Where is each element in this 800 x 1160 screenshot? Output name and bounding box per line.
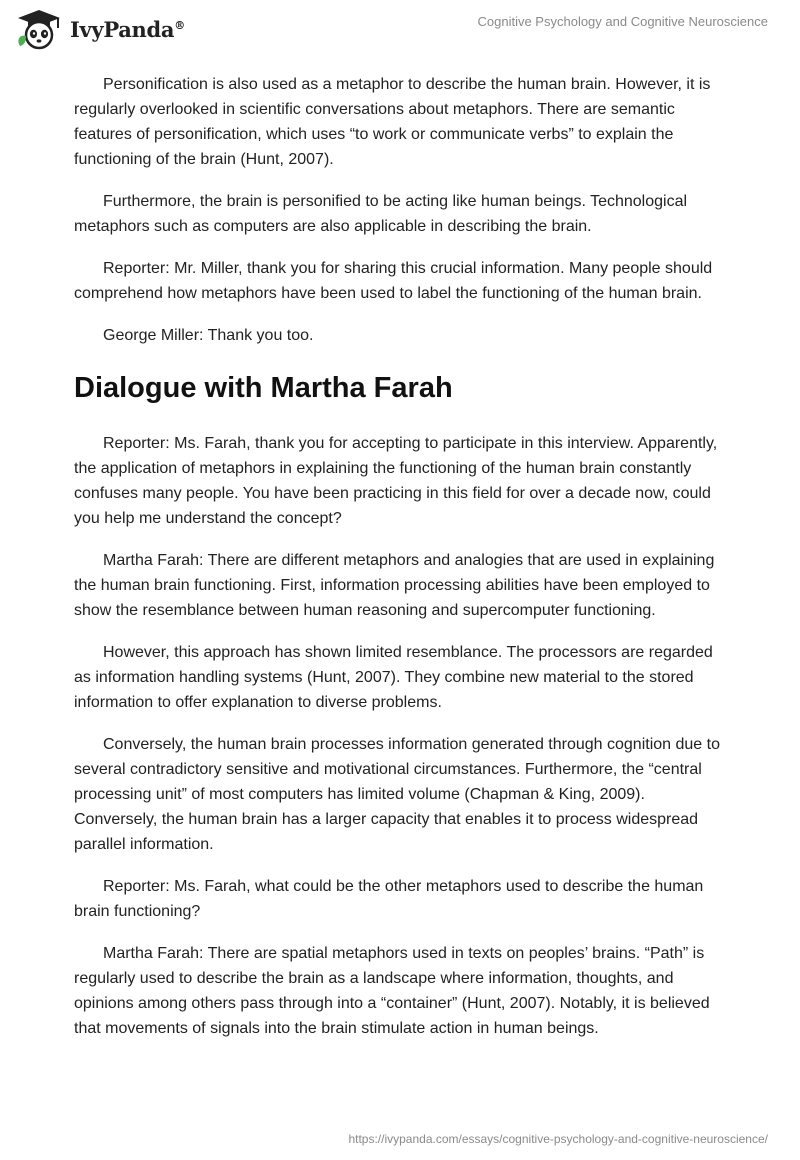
paragraph: Martha Farah: There are spatial metaphors used in texts on peoples’ brains. “Path” is regularly used to describe the brain as a landscape where information, thoughts, and opinions among others pass through into a “container” (Hunt, 2007). Notably, it is believed that movements of signals into the brain stimulate action in human beings. <box>74 945 710 1037</box>
paragraph: Reporter: Ms. Farah, what could be the other metaphors used to describe the human brain functioning? <box>74 878 704 920</box>
section-heading: Dialogue with Martha Farah <box>74 372 453 404</box>
paragraph: Conversely, the human brain processes information generated through cognition due to several contradictory sensitive and motivational circumstances. Furthermore, the “central processing unit” of most computers has limited volume (Chapman & King, 2009). Conversely, the human brain has a larger capacity that enables it to process widespread parallel information. <box>74 736 720 853</box>
page-header <box>0 0 800 60</box>
logo-wordmark: IvyPanda® <box>70 16 185 42</box>
panda-graduate-icon <box>14 8 64 50</box>
paragraph: Martha Farah: There are different metaphors and analogies that are used in explaining the human brain functioning. First, information processing abilities have been employed to show the resemblance between human reasoning and supercomputer functioning. <box>74 552 715 619</box>
source-url-link[interactable]: https://ivypanda.com/essays/cognitive-psychology-and-cognitive-neuroscience/ <box>348 1132 768 1146</box>
ivypanda-logo[interactable] <box>14 8 185 50</box>
paragraph: Reporter: Ms. Farah, thank you for accepting to participate in this interview. Apparently, the application of metaphors in explaining the functioning of the human brain constantly confuses many people. You have been practicing in this field for over a decade now, could you help me understand the concept? <box>74 435 718 527</box>
running-title: Cognitive Psychology and Cognitive Neuroscience <box>477 14 768 29</box>
paragraph: Reporter: Mr. Miller, thank you for sharing this crucial information. Many people should comprehend how metaphors have been used to label the functioning of the human brain. <box>74 260 713 302</box>
paragraph: Furthermore, the brain is personified to be acting like human beings. Technological metaphors such as computers are also applicable in describing the brain. <box>74 193 688 235</box>
paragraph: However, this approach has shown limited resemblance. The processors are regarded as information handling systems (Hunt, 2007). They combine new material to the stored information to offer explanation to diverse problems. <box>74 644 713 711</box>
paragraph: George Miller: Thank you too. <box>103 327 314 344</box>
paragraph: Personification is also used as a metaphor to describe the human brain. However, it is regularly overlooked in scientific conversations about metaphors. There are semantic features of personification, which uses “to work or communicate verbs” to explain the functioning of the brain (Hunt, 2007). <box>74 76 711 168</box>
essay-body <box>74 72 724 1058</box>
